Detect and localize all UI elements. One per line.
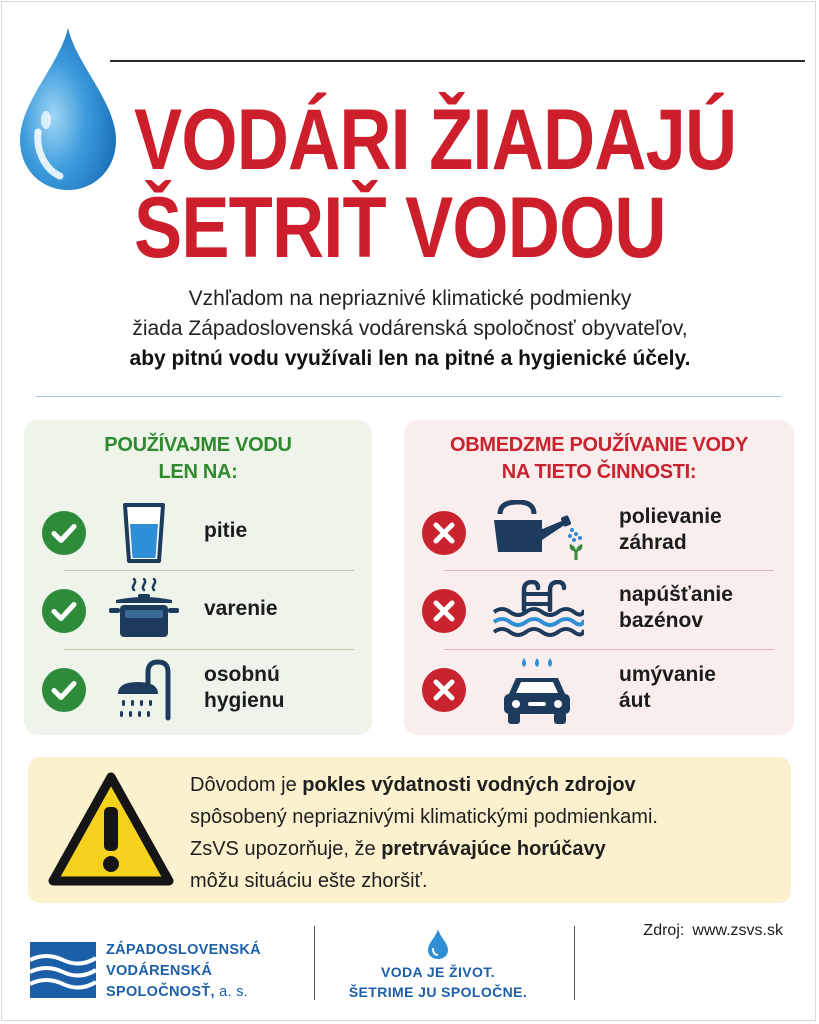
allowed-title-line-1: POUŽÍVAJME VODU xyxy=(104,434,292,456)
label-line-2: hygienu xyxy=(204,689,285,712)
source-url: www.zsvs.sk xyxy=(692,922,783,939)
restricted-title-line-2: NA TIETO ČINNOSTI: xyxy=(501,461,697,483)
row-divider xyxy=(444,570,774,571)
check-icon xyxy=(42,511,86,555)
company-name-suffix: a. s. xyxy=(214,984,249,1000)
restricted-item-car xyxy=(404,656,794,726)
allowed-title xyxy=(24,432,372,486)
allowed-title-line-2: LEN NA: xyxy=(158,461,238,483)
label-line-2: áut xyxy=(619,689,651,712)
row-divider xyxy=(444,649,774,650)
car-wash-icon xyxy=(502,656,572,728)
warning-line-1-text: Dôvodom je xyxy=(190,774,303,796)
restricted-title-line-1: OBMEDZME POUŽÍVANIE VODY xyxy=(449,434,748,456)
label-line-1: polievanie xyxy=(619,505,722,528)
allowed-label-drinking xyxy=(204,518,247,544)
warning-line-1-bold: pokles výdatnosti vodných zdrojov xyxy=(302,774,636,796)
allowed-uses-panel xyxy=(24,420,372,735)
restricted-label-car xyxy=(619,662,716,714)
warning-line-2: spôsobený nepriaznivými klimatickými podmienkami. xyxy=(190,806,658,828)
warning-line-3 xyxy=(190,833,780,865)
restricted-label-garden xyxy=(619,504,722,556)
allowed-item-hygiene xyxy=(24,656,372,726)
warning-line-1 xyxy=(190,769,780,801)
company-name-line-3 xyxy=(106,982,261,1003)
row-divider xyxy=(64,570,354,571)
intro-line-1: Vzhľadom na nepriaznivé klimatické podmienky xyxy=(188,287,632,310)
allowed-label-cooking xyxy=(204,596,278,622)
company-name-main: SPOLOČNOSŤ, xyxy=(106,984,215,1000)
warning-text xyxy=(190,769,780,897)
source-credit xyxy=(643,922,783,940)
row-divider xyxy=(64,649,354,650)
restricted-item-garden xyxy=(404,498,794,568)
footer-divider xyxy=(574,926,575,1000)
source-label: Zdroj: xyxy=(643,922,685,939)
company-name xyxy=(106,940,261,1003)
restricted-item-pool xyxy=(404,576,794,646)
check-icon xyxy=(42,668,86,712)
warning-line-4: môžu situáciu ešte zhoršiť. xyxy=(190,870,428,892)
intro-line-2: žiada Západoslovenská vodárenská spoločnosť obyvateľov, xyxy=(132,317,688,340)
label-line-2: bazénov xyxy=(619,609,704,632)
check-icon xyxy=(42,589,86,633)
restricted-title xyxy=(404,432,794,486)
warning-line-3-text: ZsVS upozorňuje, že xyxy=(190,838,382,860)
shower-icon xyxy=(112,658,176,722)
warning-box xyxy=(28,757,791,903)
allowed-label-hygiene xyxy=(204,662,285,714)
slogan-drop-icon xyxy=(427,928,449,960)
label-line-1: pitie xyxy=(204,519,248,542)
headline-line-1: VODÁRI ŽIADAJÚ xyxy=(134,92,737,188)
allowed-item-drinking xyxy=(24,498,372,568)
label-line-1: napúšťanie xyxy=(619,583,733,606)
cross-icon xyxy=(422,589,466,633)
slogan xyxy=(318,962,558,1002)
warning-triangle-icon xyxy=(48,771,174,889)
glass-of-water-icon xyxy=(122,502,166,564)
cooking-pot-icon xyxy=(108,578,180,640)
restricted-label-pool xyxy=(619,582,733,634)
swimming-pool-icon xyxy=(492,580,584,640)
headline xyxy=(134,92,814,276)
footer-divider xyxy=(314,926,315,1000)
slogan-line-1: VODA JE ŽIVOT. xyxy=(381,964,495,980)
cross-icon xyxy=(422,511,466,555)
slogan-line-2: ŠETRIME JU SPOLOČNE. xyxy=(348,984,528,1000)
restricted-uses-panel xyxy=(404,420,794,735)
intro-divider xyxy=(36,396,781,397)
label-line-1: umývanie xyxy=(619,663,716,686)
label-line-1: osobnú xyxy=(204,663,280,686)
headline-line-2: ŠETRIŤ VODOU xyxy=(134,180,666,276)
warning-line-3-bold: pretrvávajúce horúčavy xyxy=(381,838,606,860)
company-name-line-1: ZÁPADOSLOVENSKÁ xyxy=(106,942,261,958)
intro-text xyxy=(40,284,780,374)
watering-can-icon xyxy=(490,500,588,562)
cross-icon xyxy=(422,668,466,712)
label-line-1: varenie xyxy=(204,597,278,620)
company-logo-icon xyxy=(30,942,96,998)
water-drop-icon xyxy=(16,24,120,194)
label-line-2: záhrad xyxy=(619,531,687,554)
intro-line-3: aby pitnú vodu využívali len na pitné a hygienické účely. xyxy=(129,347,691,370)
top-divider xyxy=(110,60,805,62)
company-name-line-2: VODÁRENSKÁ xyxy=(106,963,213,979)
allowed-item-cooking xyxy=(24,576,372,646)
